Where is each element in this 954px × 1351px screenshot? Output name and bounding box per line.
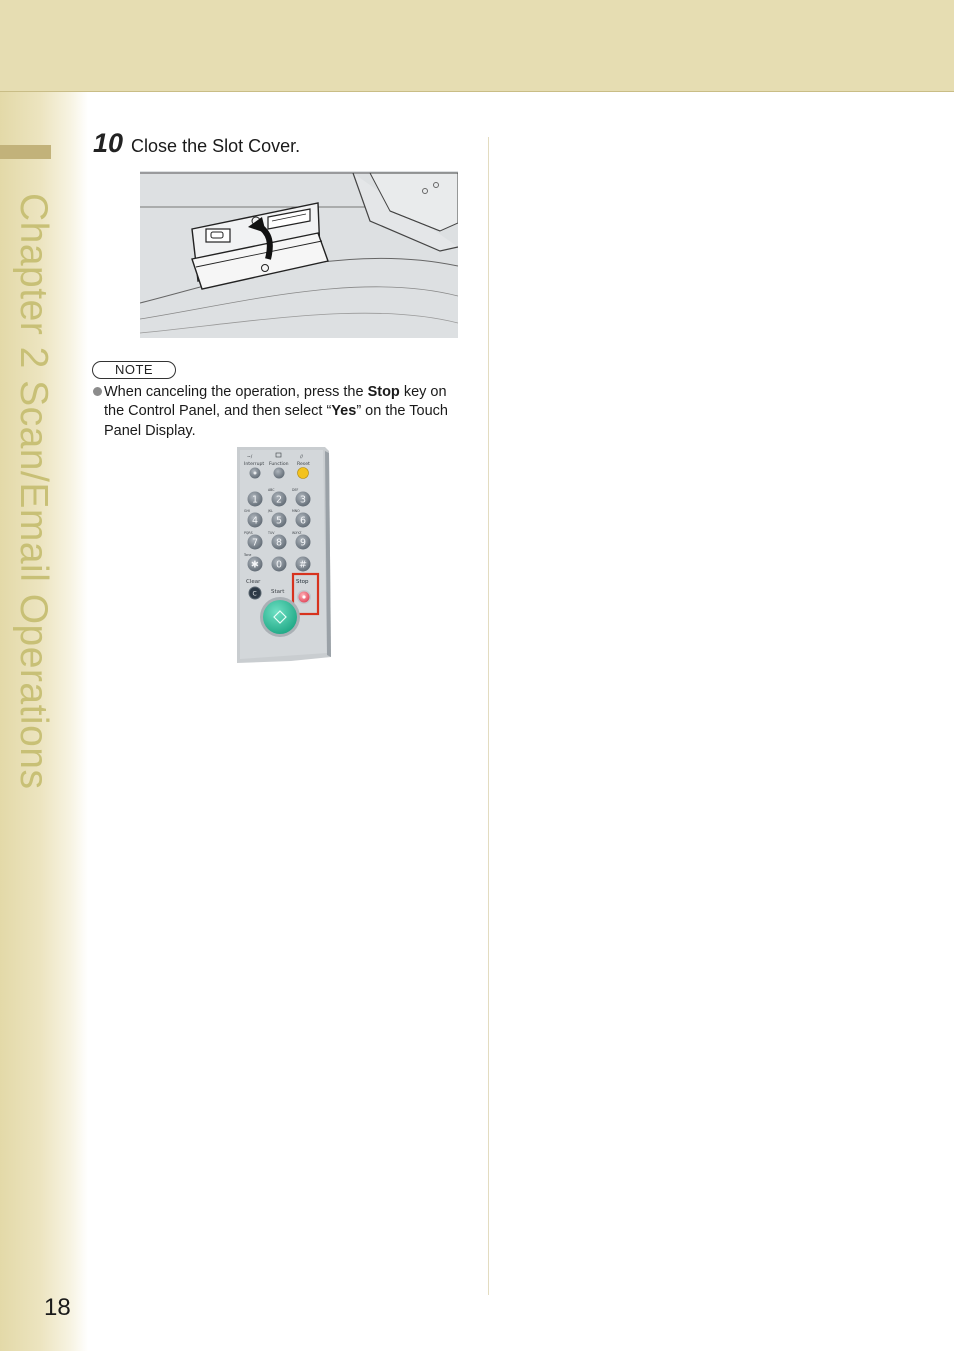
keypad-key-label: 1 — [251, 494, 259, 506]
keypad-key-label: 5 — [275, 515, 283, 527]
interrupt-label: Interrupt — [244, 462, 265, 467]
keypad-key-letters: PQRS — [244, 531, 253, 535]
slot-cover-illustration — [140, 171, 458, 338]
clear-label: Clear — [246, 579, 261, 585]
step-instruction: Close the Slot Cover. — [131, 136, 301, 156]
function-label: Function — [269, 462, 289, 467]
keypad-key-letters: MNO — [292, 509, 300, 513]
yes-option-term: Yes — [331, 403, 357, 420]
stop-key-term: Stop — [367, 384, 400, 400]
keypad-key-letters: GHI — [244, 509, 250, 513]
keypad-key-label: ✱ — [251, 559, 259, 571]
keypad-key-letters: ABC — [268, 488, 275, 492]
reset-label: Reset — [297, 462, 310, 467]
column-divider — [488, 137, 489, 1295]
keypad-key-letters: WXYZ — [292, 531, 302, 535]
clear-key-glyph: C — [252, 590, 257, 598]
stop-label: Stop — [296, 579, 309, 585]
step-number: 10 — [93, 128, 124, 158]
reset-glyph: // — [300, 455, 304, 460]
keypad-key-letters: DEF — [292, 488, 299, 492]
note-text — [104, 383, 466, 441]
step-10 — [93, 128, 300, 159]
function-key[interactable] — [274, 468, 285, 479]
keypad-key-letters: TUV — [268, 531, 275, 535]
control-panel-drawing — [237, 447, 331, 663]
interrupt-glyph: ~/ — [247, 455, 253, 460]
keypad-key-letters: Tone — [244, 553, 252, 557]
keypad-key-label: 2 — [275, 494, 283, 506]
bullet-icon — [93, 387, 102, 396]
header-band — [0, 0, 954, 92]
chapter-tab-marker — [0, 145, 51, 159]
stop-icon — [302, 595, 305, 598]
slot-cover-drawing — [140, 171, 458, 338]
keypad-key-label: 3 — [299, 494, 307, 506]
note-text-end: ” on the Touch Panel Display. — [104, 403, 448, 439]
control-panel-illustration — [237, 447, 331, 663]
keypad-key-label: 0 — [275, 559, 283, 571]
keypad-key-label: 4 — [251, 515, 259, 527]
keypad-key-letters: JKL — [268, 509, 273, 513]
note-text-start: When canceling the operation, press the — [104, 384, 368, 400]
note-text-middle: key on the Control Panel, and then select “ — [104, 384, 447, 420]
chapter-title: Chapter 2 Scan/Email Operations — [12, 193, 55, 790]
note-badge: NOTE — [92, 361, 176, 379]
keypad-key-label: # — [299, 559, 307, 571]
keypad-key-label: 7 — [251, 537, 259, 549]
keypad-key-label: 8 — [275, 537, 283, 549]
keypad-key-label: 9 — [299, 537, 307, 549]
page-number: 18 — [44, 1294, 71, 1321]
reset-key[interactable] — [298, 468, 309, 479]
start-label: Start — [271, 589, 285, 595]
keypad-key-label: 6 — [299, 515, 307, 527]
start-key[interactable] — [263, 600, 297, 634]
